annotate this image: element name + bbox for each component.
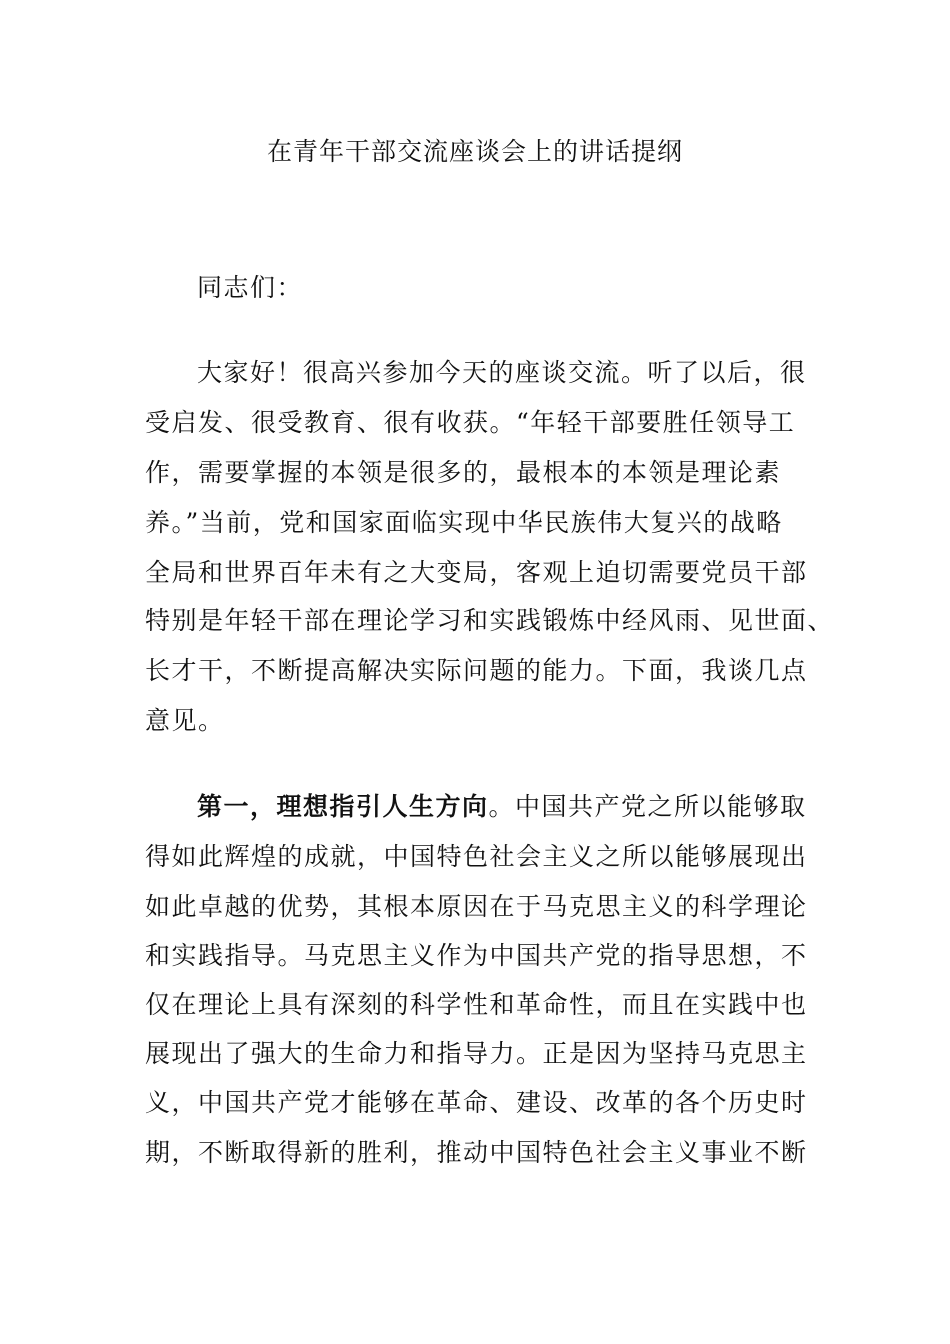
paragraph-line: 得如此辉煌的成就，中国特色社会主义之所以能够展现出 [145, 842, 808, 871]
point-heading: 第一，理想指引人生方向 [197, 792, 489, 821]
paragraph-line: 期，不断取得新的胜利，推动中国特色社会主义事业不断 [145, 1138, 808, 1167]
document-title: 在青年干部交流座谈会上的讲话提纲 [266, 137, 683, 166]
paragraph-line: 长才干，不断提高解决实际问题的能力。下面，我谈几点 [145, 656, 808, 685]
paragraph-line: 展现出了强大的生命力和指导力。正是因为坚持马克思主 [145, 1039, 808, 1068]
paragraph-line: 如此卓越的优势，其根本原因在于马克思主义的科学理论 [145, 892, 808, 921]
paragraph-line: 全局和世界百年未有之大变局，客观上迫切需要党员干部 [145, 558, 808, 587]
paragraph-line: 大家好！很高兴参加今天的座谈交流。听了以后，很 [197, 358, 807, 387]
paragraph-first-line [197, 789, 807, 825]
paragraph-line: 仅在理论上具有深刻的科学性和革命性，而且在实践中也 [145, 990, 808, 1019]
paragraph-line: 特别是年轻干部在理论学习和实践锻炼中经风雨、见世面、 [145, 606, 835, 635]
paragraph-line: 义，中国共产党才能够在革命、建设、改革的各个历史时 [145, 1088, 808, 1117]
paragraph-line: 意见。 [145, 706, 225, 735]
paragraph-line: 养。”当前，党和国家面临实现中华民族伟大复兴的战略 [145, 508, 783, 537]
paragraph-line: 受启发、很受教育、很有收获。“年轻干部要胜任领导工 [145, 408, 796, 437]
salutation: 同志们： [197, 273, 304, 302]
paragraph-line: 和实践指导。马克思主义作为中国共产党的指导思想，不 [145, 941, 808, 970]
paragraph-line: 作，需要掌握的本领是很多的，最根本的本领是理论素 [145, 458, 782, 487]
point-heading-rest: 。中国共产党之所以能够取 [488, 792, 807, 821]
